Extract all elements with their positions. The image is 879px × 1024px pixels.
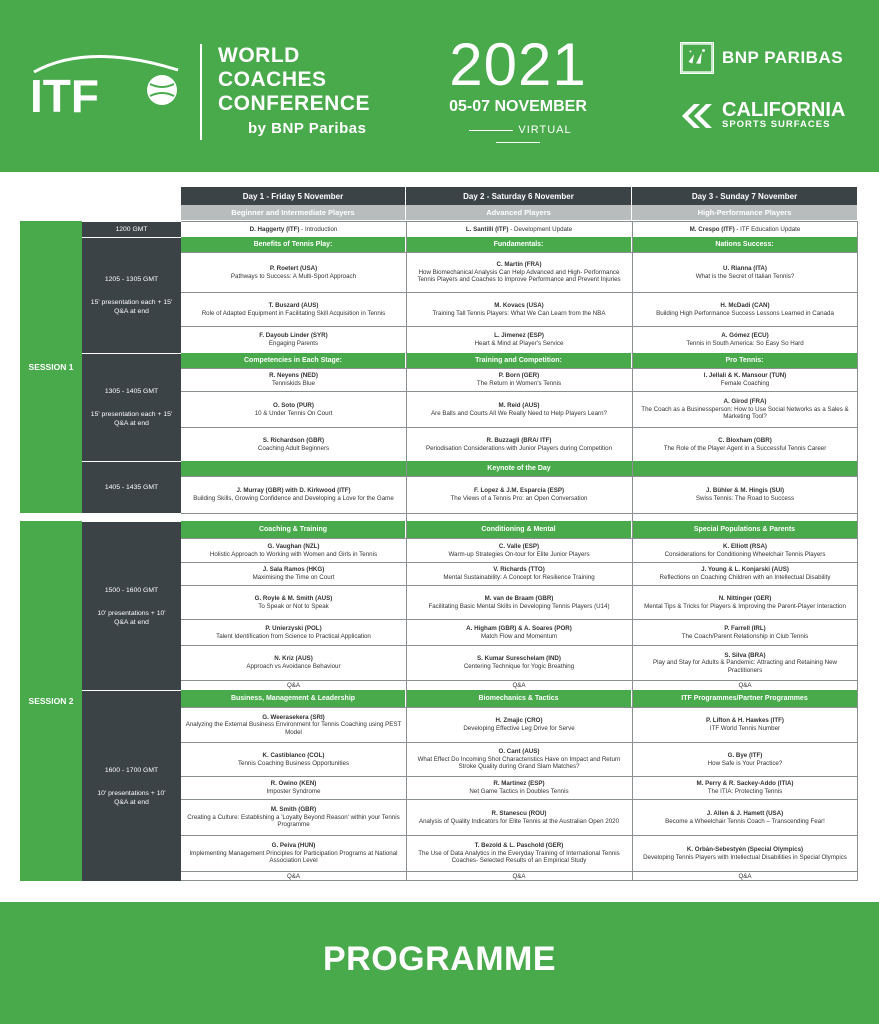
speaker-name: R. Neyens (NED) — [269, 372, 318, 380]
speaker-name: J. Sala Ramos (HKG) — [262, 566, 325, 574]
speaker-name: P. Lifton & H. Hawkes (ITF) — [706, 717, 784, 725]
level-2-header: Advanced Players — [406, 205, 632, 220]
theme-b1-day-1: Benefits of Tennis Play: — [181, 237, 406, 252]
talk-cell — [632, 835, 858, 871]
time-1200-text: 1200 GMT — [115, 226, 148, 233]
theme-b2-day-1: Competencies in Each Stage: — [181, 353, 406, 368]
day-2-header: Day 2 - Saturday 6 November — [406, 187, 632, 205]
talk-title: How Safe is Your Practice? — [707, 759, 783, 767]
bnp-text: BNP PARIBAS — [722, 48, 844, 67]
talk-cell — [406, 585, 632, 619]
time-1205-note: 15' presentation each + 15' Q&A at end — [90, 299, 173, 315]
talk-title: Analyzing the External Business Environment for Tennis Coaching using PEST Model — [185, 721, 402, 736]
talk-cell — [406, 252, 632, 292]
talk-title: Maximising the Time on Court — [252, 574, 335, 581]
talk-title: Tennis Coaching Business Opportunities — [237, 759, 350, 767]
intro-day-2-name: L. Santilli (ITF) — [465, 225, 509, 233]
talk-cell — [181, 835, 406, 871]
level-1-header: Beginner and Intermediate Players — [181, 205, 406, 220]
speaker-name: V. Richards (TTO) — [493, 566, 545, 574]
talk-cell — [632, 391, 858, 427]
intro-day-3-name: M. Crespo (ITF) — [689, 225, 735, 233]
speaker-name: R. Owino (KEN) — [270, 780, 317, 788]
talk-title: Developing Effective Leg Drive for Serve — [463, 725, 575, 732]
time-1305 — [82, 353, 181, 461]
speaker-name: S. Silva (BRA) — [724, 651, 766, 659]
theme-b5-day-1: Business, Management & Leadership — [181, 690, 406, 707]
speaker-name: C. Valle (ESP) — [498, 542, 540, 550]
table-bottom-line — [181, 880, 858, 881]
time-1205-text: 1205 - 1305 GMT — [104, 276, 159, 283]
speaker-name: S. Richardson (GBR) — [262, 436, 325, 444]
time-1500-note: 10' presentations + 10' Q&A at end — [97, 609, 166, 626]
california-text: CALIFORNIA — [722, 99, 846, 121]
speaker-name: F. Lopez & J.M. Esparcia (ESP) — [473, 487, 565, 495]
speaker-name: G. Weerasekera (SRI) — [262, 713, 325, 721]
qa-cell: Q&A — [632, 871, 858, 881]
talk-title: Play and Stay for Adults & Pandemic: Attracting and Retaining New Practitioners — [652, 659, 837, 674]
time-1600 — [82, 690, 181, 881]
talk-cell — [632, 799, 858, 835]
talk-cell — [406, 835, 632, 871]
speaker-name: M. Perry & R. Sackey-Addo (ITIA) — [696, 780, 794, 788]
speaker-name: J. Bühler & M. Hingis (SUI) — [705, 487, 785, 495]
speaker-name: T. Buszard (AUS) — [268, 301, 319, 309]
conference-dates: 05-07 NOVEMBER — [449, 98, 587, 115]
talk-title: Female Coaching — [720, 380, 770, 387]
qa-cell: Q&A — [406, 680, 632, 690]
speaker-name: H. McDadi (CAN) — [720, 301, 770, 309]
talk-title: Training Tall Tennis Players: What We Can Learn from the NBA — [432, 309, 606, 317]
talk-title: Talent Identification from Science to Practical Application — [216, 632, 371, 640]
talk-cell — [181, 619, 406, 645]
itf-logo-text: ITF — [30, 70, 99, 118]
talk-cell — [632, 368, 858, 391]
talk-title: Tenniskids Blue — [272, 380, 315, 387]
theme-b5-day-2: Biomechanics & Tactics — [406, 690, 632, 707]
intro-day-1-title: - Introduction — [299, 225, 338, 233]
talk-cell — [406, 538, 632, 562]
talk-cell — [632, 292, 858, 326]
speaker-name: K. Elliott (RSA) — [723, 542, 767, 550]
talk-cell — [632, 585, 858, 619]
speaker-name: M. van de Braam (GBR) — [484, 594, 554, 602]
talk-cell — [406, 619, 632, 645]
talk-cell — [632, 645, 858, 680]
time-1305-text: 1305 - 1405 GMT — [104, 388, 159, 395]
talk-title: Warm-up Strategies On-tour for Elite Junior Players — [448, 550, 590, 558]
talk-cell — [632, 776, 858, 799]
time-1500 — [82, 521, 181, 690]
speaker-name: S. Kumar Sureschelam (IND) — [477, 655, 561, 663]
theme-b2-day-2: Training and Competition: — [406, 353, 632, 368]
session-1-bottom-line — [181, 513, 858, 514]
speaker-name: K. Orbán-Sebestyén (Special Olympics) — [686, 845, 804, 853]
theme-b4-day-1: Coaching & Training — [181, 521, 406, 538]
talk-cell — [632, 562, 858, 585]
talk-cell — [406, 742, 632, 776]
talk-cell — [181, 562, 406, 585]
day-3-header: Day 3 - Sunday 7 November — [632, 187, 858, 205]
day-1-header: Day 1 - Friday 5 November — [181, 187, 406, 205]
time-1405 — [82, 461, 181, 513]
talk-title: Mental Tips & Tricks for Players & Improving the Parent-Player Interaction — [644, 602, 846, 610]
talk-title: The Use of Data Analytics in the Everyday Training of International Tennis Coaches- Selected Results of an Empirical Study — [418, 849, 620, 865]
talk-cell — [181, 585, 406, 619]
talk-title: Role of Adapted Equipment in Facilitating Skill Acquisition in Tennis — [201, 309, 386, 317]
talk-title: Tennis in South America: So Easy So Hard — [686, 340, 804, 347]
virtual-text: VIRTUAL — [518, 124, 572, 136]
keynote-cell — [406, 476, 632, 513]
speaker-name: P. Farrell (IRL) — [724, 624, 766, 632]
california-sub: SPORTS SURFACES — [722, 119, 831, 130]
speaker-name: R. Buzzagli (BRA/ ITF) — [486, 436, 552, 444]
theme-b1-day-2: Fundamentals: — [406, 237, 632, 252]
talk-title: The Return in Women's Tennis — [476, 380, 562, 387]
speaker-name: K. Castiblanco (COL) — [262, 751, 325, 759]
talk-cell — [181, 252, 406, 292]
talk-cell — [406, 391, 632, 427]
speaker-name: N. Kriz (AUS) — [274, 655, 313, 663]
talk-cell — [406, 326, 632, 353]
speaker-name: R. Martinez (ESP) — [493, 780, 545, 788]
keynote-cell — [181, 476, 406, 513]
intro-day-3-title: - ITF Education Update — [734, 225, 801, 233]
talk-title: Building High Performance Success Lessons Learned in Canada — [656, 309, 834, 317]
speaker-name: F. Dayoub Linder (SYR) — [259, 332, 328, 340]
title-line-3: CONFERENCE — [218, 92, 371, 115]
intro-day-2 — [406, 221, 632, 237]
talk-title: Net Game Tactics in Doubles Tennis — [469, 788, 569, 795]
speaker-name: M. Reid (AUS) — [498, 401, 540, 409]
talk-title: Analysis of Quality Indicators for Elite Tennis at the Australian Open 2020 — [418, 817, 620, 825]
talk-title: Mental Sustainability: A Concept for Resilience Training — [443, 574, 595, 581]
speaker-name: A. Girod (FRA) — [723, 398, 767, 406]
speaker-name: A. Higham (GBR) & A. Soares (POR) — [466, 624, 572, 632]
qa-cell: Q&A — [181, 680, 406, 690]
speaker-name: I. Jellali & K. Mansour (TUN) — [703, 372, 787, 380]
talk-title: Coaching Adult Beginners — [257, 444, 330, 452]
talk-title: Centering Technique for Yogic Breathing — [463, 663, 575, 670]
speaker-name: P. Born (GER) — [498, 372, 540, 380]
talk-title: The Role of the Player Agent in a Successful Tennis Career — [663, 444, 827, 452]
talk-title: Engaging Parents — [268, 340, 319, 347]
speaker-name: A. Gómez (ECU) — [721, 332, 769, 340]
talk-cell — [632, 619, 858, 645]
talk-title: ITF World Tennis Number — [709, 725, 781, 732]
intro-day-1-name: D. Haggerty (ITF) — [249, 225, 300, 233]
time-1500-text: 1500 - 1600 GMT — [104, 586, 159, 594]
talk-title: Approach vs Avoidance Behaviour — [246, 663, 341, 670]
talk-cell — [181, 368, 406, 391]
talk-title: Developing Tennis Players with Intellectual Disabilities in Special Olympics — [643, 853, 847, 861]
talk-cell — [632, 538, 858, 562]
level-3-header: High-Performance Players — [632, 205, 858, 220]
talk-title: Creating a Culture: Establishing a 'Loyalty Beyond Reason' within your Tennis Programme — [187, 813, 400, 829]
speaker-name: P. Unierzyski (POL) — [265, 624, 322, 632]
by-line: by BNP Paribas — [248, 120, 367, 137]
speaker-name: M. Kovacs (USA) — [494, 301, 544, 309]
talk-title: Facilitating Basic Mental Skills in Developing Tennis Players (U14) — [428, 602, 610, 610]
talk-cell — [181, 326, 406, 353]
talk-cell — [406, 562, 632, 585]
title-line-2: COACHES — [218, 68, 327, 91]
talk-title: How Biomechanical Analysis Can Help Advanced and High- Performance Tennis Players and Coaches to Improve Performance and Prevent Injuries — [417, 268, 621, 284]
talk-cell — [406, 368, 632, 391]
talk-cell — [406, 707, 632, 742]
talk-title: Pathways to Success: A Multi-Sport Approach — [230, 272, 357, 280]
talk-cell — [406, 427, 632, 461]
time-1405-text: 1405 - 1435 GMT — [104, 484, 159, 491]
talk-cell — [632, 707, 858, 742]
speaker-name: G. Peiva (HUN) — [271, 842, 316, 850]
talk-title: Match Flow and Momentum — [480, 632, 558, 640]
talk-title: 10 & Under Tennis On Court — [254, 409, 333, 417]
theme-b4-day-2: Conditioning & Mental — [406, 521, 632, 538]
talk-cell — [181, 707, 406, 742]
intro-day-1 — [181, 221, 406, 237]
talk-title: The ITIA: Protecting Tennis — [707, 788, 783, 795]
talk-cell — [406, 292, 632, 326]
talk-title: What Effect Do Incoming Shot Characteristics Have on Impact and Return Stroke Quality during Grand Slam Matches? — [417, 755, 621, 771]
speaker-name: G. Vaughan (NZL) — [267, 542, 320, 550]
theme-b2-day-3: Pro Tennis: — [632, 353, 858, 368]
talk-title: Implementing Management Principles for Participation Programs at National Association Level — [189, 849, 398, 865]
time-1600-text: 1600 - 1700 GMT — [104, 766, 159, 774]
talk-cell — [632, 427, 858, 461]
time-1600-note: 10' presentations + 10' Q&A at end — [97, 789, 166, 806]
talk-cell — [632, 326, 858, 353]
talk-title: The Coach/Parent Relationship in Club Tennis — [681, 632, 809, 640]
speaker-name: C. Martin (FRA) — [496, 261, 542, 269]
talk-cell — [181, 799, 406, 835]
talk-title: Considerations for Conditioning Wheelchair Tennis Players — [664, 550, 826, 558]
speaker-name: N. Nittinger (GER) — [718, 594, 772, 602]
talk-title: Heart & Mind at Player's Service — [474, 340, 564, 347]
talk-title: Imposter Syndrome — [266, 788, 321, 795]
speaker-name: M. Smith (GBR) — [270, 806, 317, 814]
speaker-name: O. Soto (PUR) — [273, 401, 314, 409]
speaker-name: T. Bezold & L. Paschold (GER) — [474, 842, 564, 850]
title-line-1: WORLD — [218, 44, 300, 67]
talk-title: Swiss Tennis: The Road to Success — [695, 495, 795, 502]
speaker-name: U. Rianna (ITA) — [723, 264, 767, 272]
intro-day-3 — [632, 221, 858, 237]
theme-b1-day-3: Nations Success: — [632, 237, 858, 252]
qa-cell: Q&A — [632, 680, 858, 690]
talk-title: Building Skills, Growing Confidence and Developing a Love for the Game — [193, 495, 394, 502]
session-1-label: SESSION 1 — [20, 221, 82, 513]
talk-cell — [181, 292, 406, 326]
speaker-name: R. Stanescu (ROU) — [491, 809, 547, 817]
talk-title: To Speak or Not to Speak — [258, 602, 329, 610]
theme-b4-day-3: Special Populations & Parents — [632, 521, 858, 538]
talk-cell — [181, 427, 406, 461]
talk-title: Holistic Approach to Working with Women and Girls in Tennis — [209, 550, 378, 558]
talk-cell — [406, 645, 632, 680]
talk-title: Are Balls and Courts All We Really Need to Help Players Learn? — [431, 409, 607, 417]
time-1205 — [82, 237, 181, 353]
talk-cell — [406, 799, 632, 835]
talk-title: Become a Wheelchair Tennis Coach – Transcending Fear! — [665, 817, 825, 825]
talk-title: The Views of a Tennis Pro: an Open Conversation — [450, 495, 588, 502]
talk-title: Reflections on Coaching Children with an Intellectual Disability — [659, 574, 831, 581]
time-1305-note: 15' presentation each + 15' Q&A at end — [90, 411, 173, 427]
speaker-name: O. Cant (AUS) — [498, 748, 540, 756]
talk-cell — [181, 538, 406, 562]
session-2-label: SESSION 2 — [20, 521, 82, 881]
speaker-name: P. Roetert (USA) — [269, 264, 318, 272]
qa-cell: Q&A — [406, 871, 632, 881]
keynote-cell — [632, 476, 858, 513]
talk-cell — [181, 645, 406, 680]
keynote-header: Keynote of the Day — [181, 461, 858, 476]
speaker-name: C. Bloxham (GBR) — [718, 436, 772, 444]
talk-cell — [181, 742, 406, 776]
speaker-name: J. Young & L. Konjarski (AUS) — [701, 566, 789, 574]
speaker-name: J. Murray (GBR) with D. Kirkwood (ITF) — [236, 487, 351, 495]
time-1200 — [82, 221, 181, 237]
theme-b5-day-3: ITF Programmes/Partner Programmes — [632, 690, 858, 707]
speaker-name: G. Royle & M. Smith (AUS) — [254, 594, 333, 602]
speaker-name: G. Bye (ITF) — [727, 751, 763, 759]
conference-year: 2021 — [449, 31, 587, 98]
speaker-name: L. Jimenez (ESP) — [494, 332, 544, 340]
speaker-name: H. Zmajic (CRO) — [495, 717, 543, 725]
speaker-name: J. Allen & J. Hamett (USA) — [706, 809, 784, 817]
qa-cell: Q&A — [181, 871, 406, 881]
talk-cell — [632, 252, 858, 292]
talk-title: What is the Secret of Italian Tennis? — [695, 272, 795, 280]
intro-day-2-title: - Development Update — [508, 225, 573, 233]
programme-title: PROGRAMME — [322, 940, 557, 978]
talk-cell — [632, 742, 858, 776]
talk-title: The Coach as a Businessperson: How to Use Social Networks as a Sales & Marketing Tool? — [641, 405, 849, 421]
talk-cell — [406, 776, 632, 799]
talk-cell — [181, 391, 406, 427]
talk-title: Periodisation Considerations with Junior Players during Competition — [425, 444, 613, 452]
talk-cell — [181, 776, 406, 799]
